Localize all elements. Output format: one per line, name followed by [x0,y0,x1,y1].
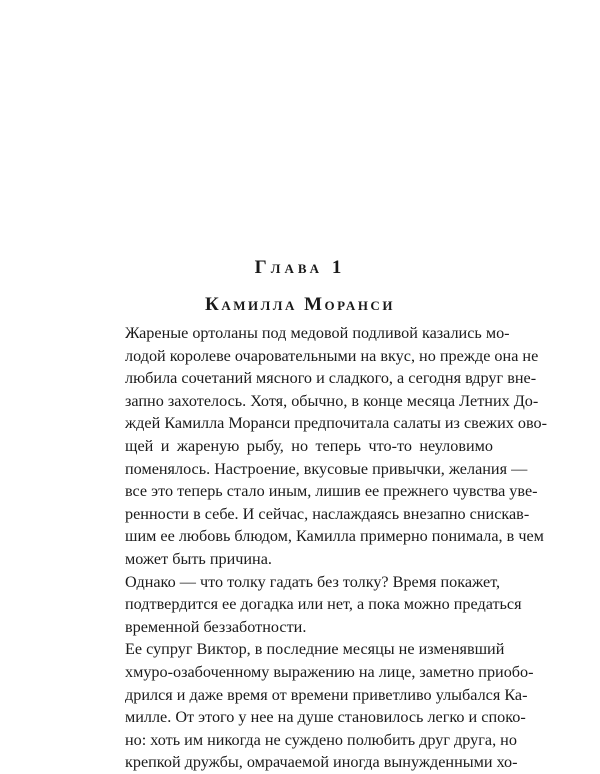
text-line: подтвердится ее догадка или нет, а пока можно предаться [125,595,522,614]
text-line: Жареные ортоланы под медовой подливой казались мо- [125,324,510,342]
paragraph [103,638,534,774]
body-text [103,322,547,774]
text-line: запно захотелось. Хотя, обычно, в конце месяца Летних До- [125,391,539,410]
text-line: Однако — что толку гадать без толку? Время покажет, [125,572,501,591]
text-line: лодой королеве очаровательными на вкус, но прежде она не [125,346,539,365]
paragraph [103,571,522,639]
text-line: милле. От этого у нее на душе становилось легко и споко- [125,708,526,727]
text-line: поменялось. Настроение, вкусовые привычки, желания — [125,459,528,478]
chapter-title: Камилла Моранси [205,294,395,315]
text-line: хмуро-озабоченному выражению на лице, заметно приобо- [125,662,534,681]
text-line: крепкой дружбы, омрачаемой иногда вынужденными хо- [125,753,518,772]
text-line: любила сочетаний мясного и сладкого, а сегодня вдруг вне- [125,369,537,388]
text-line: Ее супруг Виктор, в последние месяцы не изменявший [125,640,505,659]
text-line: но: хоть им никогда не суждено полюбить друг друга, но [125,730,517,749]
text-line: все это теперь стало иным, лишив ее прежнего чувства уве- [125,482,538,501]
chapter-number: Глава 1 [254,257,346,278]
paragraph [103,322,547,571]
text-line: шим ее любовь блюдом, Камилла примерно понимала, в чем [125,527,544,546]
text-line: щей и жареную рыбу, но теперь что-то неуловимо [125,436,493,455]
text-line: дрился и даже время от времени приветливо улыбался Ка- [125,685,528,704]
text-line: ждей Камилла Моранси предпочитала салаты из свежих ово- [125,414,547,433]
text-line: временной беззаботности. [125,617,307,636]
text-line: ренности в себе. И сейчас, наслаждаясь внезапно снискав- [125,504,530,523]
text-line: может быть причина. [125,549,272,568]
